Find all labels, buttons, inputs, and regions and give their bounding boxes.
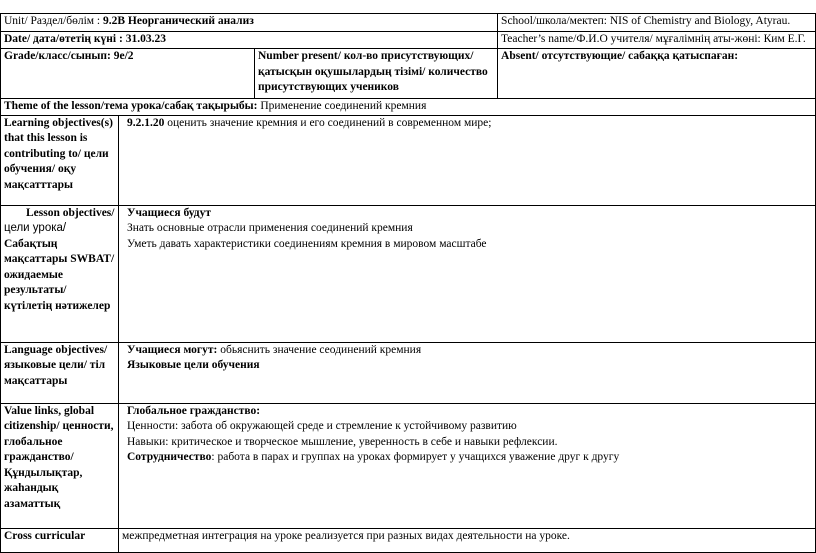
cross-curricular-label: Cross curricular: [1, 528, 119, 552]
lesson-objectives-row: [1, 205, 816, 342]
theme-row: [1, 99, 816, 116]
language-objectives-row: [1, 342, 816, 403]
value-links-line-2: Навыки: критическое и творческое мышление, уверенность в себе и навыки рефлексии.: [127, 435, 558, 448]
learning-objectives-content: [119, 115, 816, 205]
unit-value: 9.2В Неорганический анализ: [103, 15, 254, 27]
date-cell: Date/ дата/өтетің күні : 31.03.23: [1, 32, 498, 49]
language-objectives-heading: Учащиеся могут:: [127, 343, 218, 356]
language-objectives-text: обьяснить значение сеодинений кремния: [217, 343, 422, 356]
lesson-objectives-label-sans: цели урока/: [4, 222, 67, 234]
language-objectives-line-1: [127, 343, 812, 359]
cross-curricular-content: межпредметная интеграция на уроке реализуется при разных видах деятельности на уроке.: [119, 528, 816, 552]
lesson-objectives-content: [119, 205, 816, 342]
header-row-unit: [1, 14, 816, 32]
theme-label: Theme of the lesson/тема урока/сабақ тақырыбы:: [4, 100, 261, 112]
header-row-grade: [1, 49, 816, 99]
lesson-objectives-label-1: Lesson objectives/: [26, 206, 115, 219]
objective-code: 9.2.1.20: [127, 116, 165, 129]
value-links-content: [119, 403, 816, 528]
value-links-row: [1, 403, 816, 528]
cooperation-text: : работа в парах и группах на уроках формирует у учащихся уважение друг к другу: [211, 451, 620, 463]
learning-objectives-row: [1, 115, 816, 205]
unit-label: Unit/ Раздел/бөлім :: [4, 15, 103, 27]
lesson-objectives-label: [1, 205, 119, 342]
lesson-objectives-label-2: Сабақтың мақсаттары SWBAT/ ожидаемые результаты/ күтілетің нәтижелер: [4, 237, 115, 312]
value-links-line-1: Ценности: забота об окружающей среде и стремление к устойчивому развитию: [127, 420, 517, 432]
value-links-heading: Глобальное гражданство:: [127, 404, 261, 417]
grade-cell: Grade/класс/сынып: 9е/2: [1, 49, 255, 99]
lesson-objectives-heading: Учащиеся будут: [127, 206, 212, 219]
cross-curricular-row: [1, 528, 816, 552]
present-cell: Number present/ кол-во присутствующих/ қатысқын оқушылардың тізімі/ количество присутствующих учеников: [255, 49, 498, 99]
cooperation-label: Сотрудничество: [127, 451, 212, 463]
lesson-plan-table: [0, 13, 816, 553]
school-cell: School/школа/мектеп: NIS of Chemistry and Biology, Atyrau.: [498, 14, 816, 32]
language-objectives-content: [119, 342, 816, 403]
lesson-objective-1: Знать основные отрасли применения соединений кремния: [127, 222, 413, 234]
learning-objectives-label: Learning objectives(s) that this lesson is contributing to/ цели обучения/ оқу мақсатттары: [1, 115, 119, 205]
theme-value: Применение соединений кремния: [260, 100, 427, 112]
theme-cell: [1, 99, 816, 116]
teacher-cell: Teacher’s name/Ф.И.О учителя/ мұғалімнің аты-жөні: Ким Е.Г.: [498, 32, 816, 49]
value-links-label: Value links, global citizenship/ ценности, глобальное гражданство/ Құндылықтар, жаһандық азаматтық: [1, 403, 119, 528]
absent-cell: Absent/ отсутствующие/ сабаққа қатыспаған:: [498, 49, 816, 99]
language-objectives-label: Language objectives/ языковые цели/ тіл мақсаттары: [1, 342, 119, 403]
language-objectives-line-2: Языковые цели обучения: [127, 359, 260, 371]
value-links-line-3: [127, 450, 812, 466]
objective-text: оценить значение кремния и его соединений в современном мире;: [164, 116, 492, 129]
header-row-date: [1, 32, 816, 49]
unit-cell: [1, 14, 498, 32]
lesson-objective-2: Уметь давать характеристики соединениям кремния в мировом масштабе: [127, 237, 487, 250]
